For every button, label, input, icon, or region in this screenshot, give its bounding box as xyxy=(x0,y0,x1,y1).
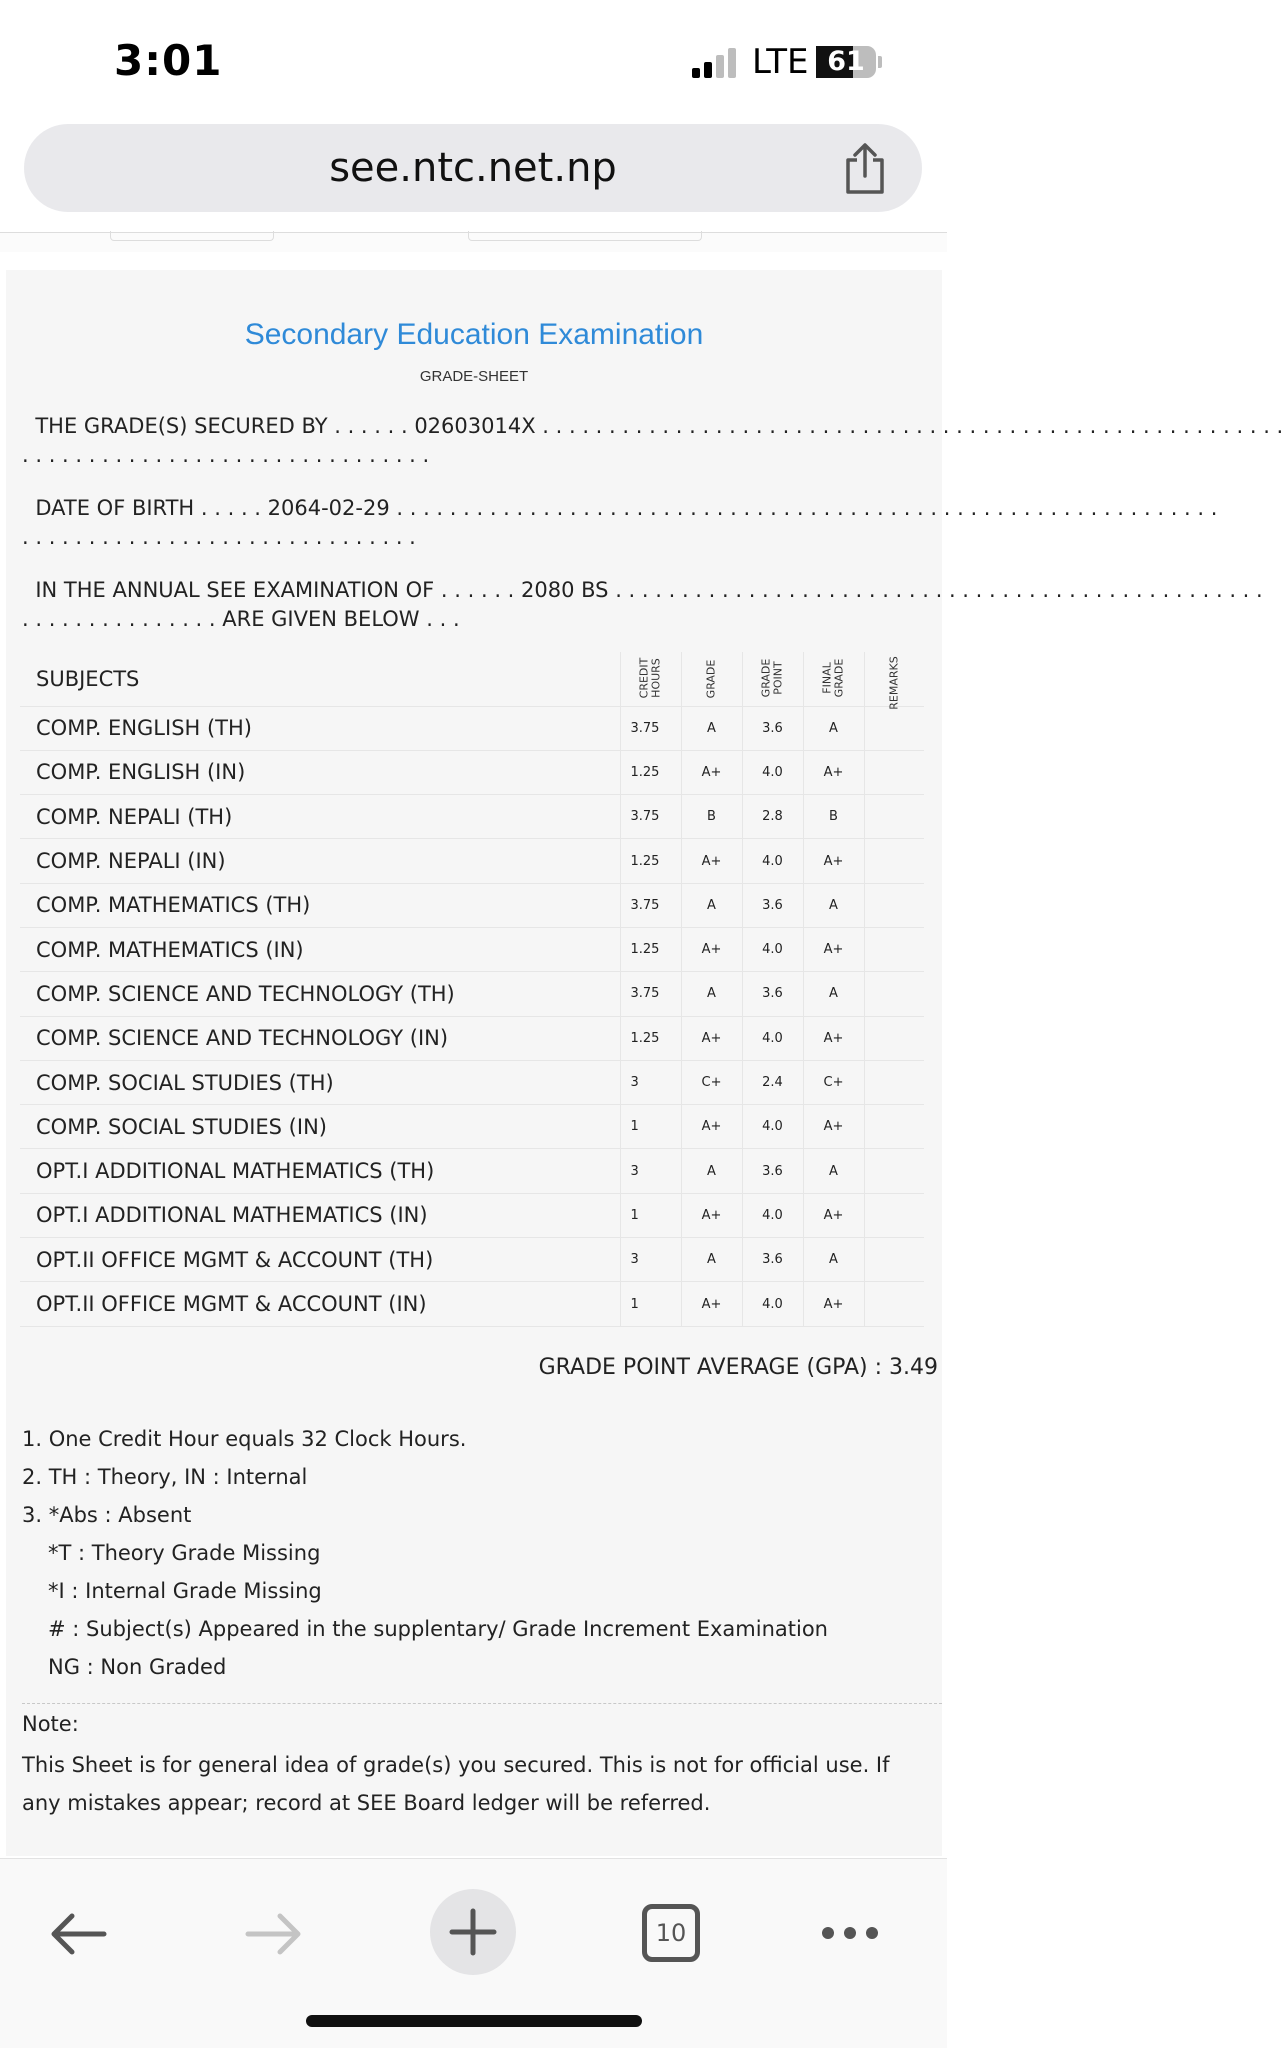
new-tab-button[interactable] xyxy=(430,1889,516,1975)
battery-icon xyxy=(816,46,882,78)
final-grade: A+ xyxy=(803,1105,864,1149)
gpa-value: GRADE POINT AVERAGE (GPA) : 3.49 xyxy=(538,1355,938,1380)
grade-point: 4.0 xyxy=(742,1193,803,1237)
grade: A+ xyxy=(681,839,742,883)
grade-point: 4.0 xyxy=(742,1282,803,1326)
remarks xyxy=(864,839,924,883)
header-credit-hours: CREDIT HOURS xyxy=(637,657,663,699)
form-field-edge xyxy=(468,231,702,241)
grade-point: 4.0 xyxy=(742,1016,803,1060)
final-grade: A xyxy=(803,1238,864,1282)
header-grade-point: GRADE POINT xyxy=(759,658,785,698)
final-grade: A xyxy=(803,1149,864,1193)
remarks xyxy=(864,1016,924,1060)
final-grade: C+ xyxy=(803,1060,864,1104)
grade-point: 3.6 xyxy=(742,1238,803,1282)
remarks xyxy=(864,927,924,971)
subject-name: COMP. ENGLISH (IN) xyxy=(20,750,620,794)
credit-hours: 3.75 xyxy=(620,795,681,839)
remarks xyxy=(864,883,924,927)
remarks xyxy=(864,1149,924,1193)
legend-item: 2. TH : Theory, IN : Internal xyxy=(22,1465,308,1489)
remarks xyxy=(864,1193,924,1237)
subject-name: OPT.I ADDITIONAL MATHEMATICS (IN) xyxy=(20,1193,620,1237)
credit-hours: 1.25 xyxy=(620,750,681,794)
grade: A+ xyxy=(681,1105,742,1149)
credit-hours: 3.75 xyxy=(620,883,681,927)
credit-hours: 3 xyxy=(620,1149,681,1193)
dob-line: DATE OF BIRTH . . . . . 2064-02-29 . . . . . . . . . . . . . . . . . . . . . . . . . . . . . . . . . . . . . . . . . . . . . . . . . . . . . . . . . . . . . . xyxy=(22,496,1218,520)
grade: A xyxy=(681,883,742,927)
subject-name: COMP. ENGLISH (TH) xyxy=(20,706,620,750)
header-grade: GRADE xyxy=(704,659,718,699)
final-grade: A xyxy=(803,972,864,1016)
grade: A xyxy=(681,1238,742,1282)
credit-hours: 1 xyxy=(620,1282,681,1326)
dob-line-cont: . . . . . . . . . . . . . . . . . . . . . . . . . . . . . . xyxy=(22,525,416,549)
subject-name: COMP. NEPALI (IN) xyxy=(20,839,620,883)
legend-item: # : Subject(s) Appeared in the supplentary/ Grade Increment Examination xyxy=(48,1617,828,1641)
subject-name: COMP. SOCIAL STUDIES (TH) xyxy=(20,1060,620,1104)
exam-year-line-cont: . . . . . . . . . . . . . . . ARE GIVEN BELOW . . . xyxy=(22,607,460,631)
table-row xyxy=(20,972,924,1016)
grade-sheet-label: GRADE-SHEET xyxy=(419,368,529,385)
final-grade: A+ xyxy=(803,927,864,971)
header-subjects: SUBJECTS xyxy=(20,652,620,706)
header-remarks: REMARKS xyxy=(887,656,901,710)
final-grade: A+ xyxy=(803,839,864,883)
subject-name: COMP. SCIENCE AND TECHNOLOGY (IN) xyxy=(20,1016,620,1060)
grade: A xyxy=(681,972,742,1016)
plus-icon xyxy=(430,1889,516,1975)
exam-year-line: IN THE ANNUAL SEE EXAMINATION OF . . . . . . 2080 BS . . . . . . . . . . . . . . . . . . . . . . . . . . . . . . . . . . . . . . . . . . . . . . . . . xyxy=(22,578,1263,602)
battery-level: 61 xyxy=(827,46,865,77)
table-row xyxy=(20,1193,924,1237)
credit-hours: 1.25 xyxy=(620,839,681,883)
table-row xyxy=(20,1149,924,1193)
final-grade: A xyxy=(803,706,864,750)
table-row xyxy=(20,1060,924,1104)
subject-name: COMP. NEPALI (TH) xyxy=(20,795,620,839)
note-label: Note: xyxy=(22,1712,79,1736)
grade: A xyxy=(681,706,742,750)
grade-point: 3.6 xyxy=(742,1149,803,1193)
network-type: LTE xyxy=(752,42,809,82)
credit-hours: 1.25 xyxy=(620,1016,681,1060)
final-grade: A+ xyxy=(803,1282,864,1326)
table-row xyxy=(20,1105,924,1149)
subject-name: COMP. SCIENCE AND TECHNOLOGY (TH) xyxy=(20,972,620,1016)
legend-item: 3. *Abs : Absent xyxy=(22,1503,192,1527)
credit-hours: 3.75 xyxy=(620,706,681,750)
credit-hours: 1 xyxy=(620,1193,681,1237)
tab-switcher-button[interactable]: 10 xyxy=(642,1904,700,1962)
form-field-edge xyxy=(110,231,274,241)
subject-name: COMP. MATHEMATICS (TH) xyxy=(20,883,620,927)
table-row xyxy=(20,750,924,794)
note-text: This Sheet is for general idea of grade(s) you secured. This is not for official use. If any mistakes appear; record at SEE Board ledger will be referred. xyxy=(22,1753,890,1815)
legend-item: *T : Theory Grade Missing xyxy=(48,1541,321,1565)
secured-by-line-cont: . . . . . . . . . . . . . . . . . . . . . . . . . . . . . . . xyxy=(22,443,430,467)
exam-title: Secondary Education Examination xyxy=(244,318,704,351)
table-row xyxy=(20,1016,924,1060)
grade: A+ xyxy=(681,1282,742,1326)
remarks xyxy=(864,706,924,750)
table-row xyxy=(20,1238,924,1282)
final-grade: A+ xyxy=(803,1016,864,1060)
remarks xyxy=(864,972,924,1016)
grade-point: 3.6 xyxy=(742,972,803,1016)
page-top-strip xyxy=(0,232,947,252)
grade-point: 4.0 xyxy=(742,750,803,794)
arrow-right-icon[interactable] xyxy=(244,1909,304,1959)
remarks xyxy=(864,1060,924,1104)
remarks xyxy=(864,1238,924,1282)
subject-name: OPT.II OFFICE MGMT & ACCOUNT (IN) xyxy=(20,1282,620,1326)
final-grade: A xyxy=(803,883,864,927)
credit-hours: 3 xyxy=(620,1060,681,1104)
credit-hours: 3 xyxy=(620,1238,681,1282)
final-grade: A+ xyxy=(803,1193,864,1237)
grade-point: 2.8 xyxy=(742,795,803,839)
arrow-left-icon[interactable] xyxy=(48,1909,108,1959)
home-indicator xyxy=(306,2015,642,2027)
remarks xyxy=(864,795,924,839)
status-bar xyxy=(0,0,947,120)
remarks xyxy=(864,1282,924,1326)
credit-hours: 1 xyxy=(620,1105,681,1149)
grade: B xyxy=(681,795,742,839)
grades-table xyxy=(20,652,924,1327)
more-icon[interactable] xyxy=(820,1923,880,1943)
table-header xyxy=(20,652,924,706)
signal-icon xyxy=(692,48,742,78)
subject-name: COMP. SOCIAL STUDIES (IN) xyxy=(20,1105,620,1149)
legend-notes xyxy=(22,1420,828,1686)
credit-hours: 1.25 xyxy=(620,927,681,971)
table-row xyxy=(20,927,924,971)
subject-name: COMP. MATHEMATICS (IN) xyxy=(20,927,620,971)
legend-item: *I : Internal Grade Missing xyxy=(48,1579,322,1603)
grade: C+ xyxy=(681,1060,742,1104)
header-final-grade: FINAL GRADE xyxy=(820,658,846,698)
grade-point: 3.6 xyxy=(742,883,803,927)
legend-item: NG : Non Graded xyxy=(48,1655,227,1679)
grade-point: 4.0 xyxy=(742,927,803,971)
grade: A xyxy=(681,1149,742,1193)
url-text[interactable]: see.ntc.net.np xyxy=(329,145,617,191)
subject-name: OPT.I ADDITIONAL MATHEMATICS (TH) xyxy=(20,1149,620,1193)
grade-sheet xyxy=(6,270,1283,1856)
grade-point: 4.0 xyxy=(742,1105,803,1149)
secured-by-line: THE GRADE(S) SECURED BY . . . . . . 02603014X . . . . . . . . . . . . . . . . . . . . . . . . . . . . . . . . . . . . . . . . . . . . . . . . . . . . . . . . xyxy=(22,414,1283,438)
divider xyxy=(22,1703,942,1704)
status-time: 3:01 xyxy=(114,36,223,85)
grade: A+ xyxy=(681,927,742,971)
table-row xyxy=(20,883,924,927)
table-row xyxy=(20,706,924,750)
table-row xyxy=(20,795,924,839)
address-bar[interactable] xyxy=(24,124,922,212)
table-row xyxy=(20,839,924,883)
credit-hours: 3.75 xyxy=(620,972,681,1016)
grade: A+ xyxy=(681,750,742,794)
grade-point: 4.0 xyxy=(742,839,803,883)
grade: A+ xyxy=(681,1193,742,1237)
grade-point: 2.4 xyxy=(742,1060,803,1104)
final-grade: A+ xyxy=(803,750,864,794)
grade-point: 3.6 xyxy=(742,706,803,750)
remarks xyxy=(864,1105,924,1149)
grade: A+ xyxy=(681,1016,742,1060)
share-icon[interactable] xyxy=(840,142,890,196)
subject-name: OPT.II OFFICE MGMT & ACCOUNT (TH) xyxy=(20,1238,620,1282)
legend-item: 1. One Credit Hour equals 32 Clock Hours. xyxy=(22,1427,467,1451)
final-grade: B xyxy=(803,795,864,839)
browser-toolbar xyxy=(0,1858,947,2048)
remarks xyxy=(864,750,924,794)
table-row xyxy=(20,1282,924,1326)
